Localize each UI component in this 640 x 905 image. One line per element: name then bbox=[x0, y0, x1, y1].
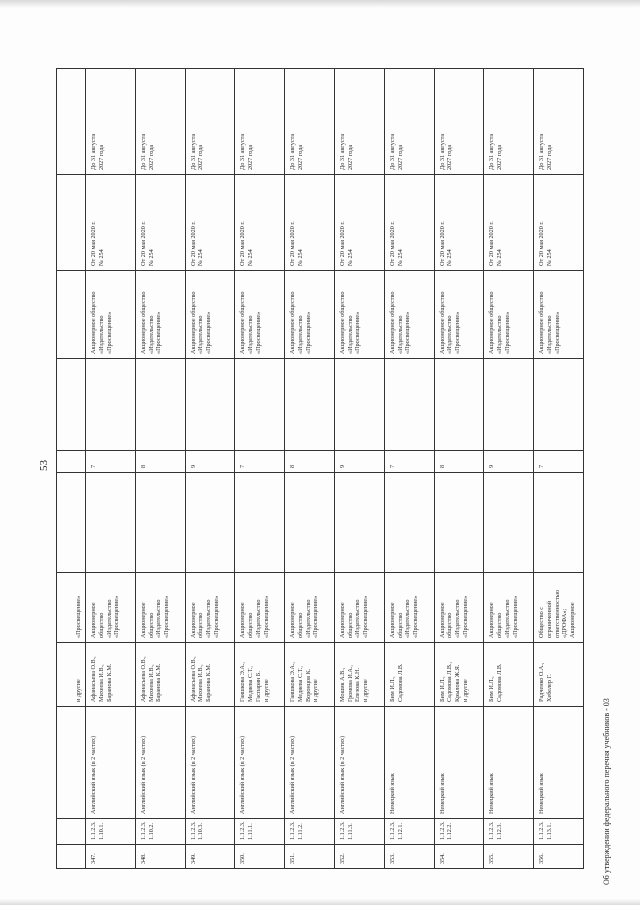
row-code: 1.1.2.3. 1.10.3. bbox=[185, 819, 235, 845]
row-order: От 20 мая 2020 г. № 254 bbox=[185, 175, 235, 271]
row-order: От 20 мая 2020 г. № 254 bbox=[384, 175, 434, 271]
row-code: 1.1.2.3. 1.11.1. bbox=[235, 819, 285, 845]
row-publisher: Акционерное общество «Издательство «Просвещение» bbox=[185, 573, 235, 643]
row-publisher: Акционерное общество «Издательство «Просвещение» bbox=[334, 573, 384, 643]
row-blank-2 bbox=[86, 359, 136, 451]
row-blank-2 bbox=[534, 359, 584, 451]
row-blank-2 bbox=[285, 359, 335, 451]
row-title: Немецкий язык bbox=[384, 707, 434, 819]
row-authors: Бим И.Л., Садомова Л.В. bbox=[484, 643, 534, 707]
row-valid-until: До 31 августа 2027 года bbox=[384, 69, 434, 175]
table-row bbox=[334, 69, 384, 869]
row-title: Английский язык (в 2 частях) bbox=[334, 707, 384, 819]
continuation-authors: и другие bbox=[57, 643, 86, 707]
row-valid-until: До 31 августа 2027 года bbox=[135, 69, 185, 175]
row-grade: 7 bbox=[235, 451, 285, 473]
row-valid-until: До 31 августа 2027 года bbox=[334, 69, 384, 175]
row-blank bbox=[185, 473, 235, 573]
row-blank bbox=[285, 473, 335, 573]
table-row bbox=[534, 69, 584, 869]
table-row bbox=[384, 69, 434, 869]
continuation-publisher: «Просвещение» bbox=[57, 573, 86, 643]
row-title: Английский язык (в 2 частях) bbox=[86, 707, 136, 819]
row-publisher: Акционерное общество «Издательство «Просвещение» bbox=[285, 573, 335, 643]
row-publisher: Акционерное общество «Издательство «Просвещение» bbox=[384, 573, 434, 643]
row-blank bbox=[534, 473, 584, 573]
row-grade: 8 bbox=[434, 451, 484, 473]
row-number: 347. bbox=[86, 845, 136, 869]
row-blank-2 bbox=[235, 359, 285, 451]
row-number: 350. bbox=[235, 845, 285, 869]
row-blank bbox=[86, 473, 136, 573]
row-owner: Акционерное общество «Издательство «Просвещение» bbox=[86, 271, 136, 359]
row-valid-until: До 31 августа 2027 года bbox=[484, 69, 534, 175]
row-publisher: Акционерное общество «Издательство «Просвещение» bbox=[235, 573, 285, 643]
table-row bbox=[185, 69, 235, 869]
row-blank bbox=[484, 473, 534, 573]
row-authors: Бим И.Л., Садомова Л.В., Крылова Ж.Я. и другие bbox=[434, 643, 484, 707]
footer-note: Об утверждении федерального перечня учебников - 03 bbox=[602, 698, 611, 885]
row-valid-until: До 31 августа 2027 года bbox=[185, 69, 235, 175]
row-authors: Радченко О.А., Хебелер Г. bbox=[534, 643, 584, 707]
row-blank bbox=[434, 473, 484, 573]
row-publisher: Общество с ограниченной ответственностью «ДРОФА»; Акционерное bbox=[534, 573, 584, 643]
row-owner: Акционерное общество «Издательство «Просвещение» bbox=[434, 271, 484, 359]
row-blank-2 bbox=[384, 359, 434, 451]
row-order: От 20 мая 2020 г. № 254 bbox=[86, 175, 136, 271]
table-row bbox=[135, 69, 185, 869]
row-valid-until: До 31 августа 2027 года bbox=[235, 69, 285, 175]
row-grade: 7 bbox=[534, 451, 584, 473]
row-owner: Акционерное общество «Издательство «Просвещение» bbox=[334, 271, 384, 359]
continuation-row bbox=[57, 69, 86, 869]
row-code: 1.1.2.3. 1.11.3. bbox=[334, 819, 384, 845]
row-title: Английский язык (в 2 частях) bbox=[285, 707, 335, 819]
row-authors: Мошик А.В., Громова И.А., Елезова К.Н. и другие bbox=[334, 643, 384, 707]
row-blank-2 bbox=[334, 359, 384, 451]
row-publisher: Акционерное общество «Издательство «Просвещение» bbox=[86, 573, 136, 643]
row-blank bbox=[384, 473, 434, 573]
row-code: 1.1.2.3. 1.11.2. bbox=[285, 819, 335, 845]
row-valid-until: До 31 августа 2027 года bbox=[434, 69, 484, 175]
row-authors: Гаяшкова Э.А., Медяева С.Т., Гаспарян Б. и другие bbox=[235, 643, 285, 707]
textbook-register-table bbox=[56, 68, 584, 869]
row-valid-until: До 31 августа 2027 года bbox=[86, 69, 136, 175]
row-number: 356. bbox=[534, 845, 584, 869]
row-grade: 7 bbox=[384, 451, 434, 473]
row-blank-2 bbox=[185, 359, 235, 451]
row-number: 348. bbox=[135, 845, 185, 869]
row-grade: 9 bbox=[484, 451, 534, 473]
row-grade: 7 bbox=[86, 451, 136, 473]
row-authors: Афанасьева О.В., Михеева И.В., Баранова К.М. bbox=[135, 643, 185, 707]
row-grade: 8 bbox=[285, 451, 335, 473]
row-authors: Афанасьева О.В., Михеева И.В., Баранова К.М. bbox=[185, 643, 235, 707]
row-blank-2 bbox=[484, 359, 534, 451]
row-publisher: Акционерное общество «Издательство «Просвещение» bbox=[484, 573, 534, 643]
row-code: 1.1.2.3. 1.13.1. bbox=[534, 819, 584, 845]
row-blank bbox=[334, 473, 384, 573]
row-title: Английский язык (в 2 частях) bbox=[135, 707, 185, 819]
row-title: Немецкий язык bbox=[434, 707, 484, 819]
row-grade: 9 bbox=[185, 451, 235, 473]
row-order: От 20 мая 2020 г. № 254 bbox=[235, 175, 285, 271]
row-owner: Акционерное общество «Издательство «Просвещение» bbox=[235, 271, 285, 359]
row-number: 355. bbox=[484, 845, 534, 869]
table-row bbox=[434, 69, 484, 869]
row-owner: Акционерное общество «Издательство «Просвещение» bbox=[384, 271, 434, 359]
row-title: Английский язык (в 2 частях) bbox=[185, 707, 235, 819]
row-owner: Акционерное общество «Издательство «Просвещение» bbox=[185, 271, 235, 359]
table-row bbox=[235, 69, 285, 869]
row-order: От 20 мая 2020 г. № 254 bbox=[434, 175, 484, 271]
row-owner: Акционерное общество «Издательство «Просвещение» bbox=[484, 271, 534, 359]
row-grade: 8 bbox=[135, 451, 185, 473]
table-row bbox=[285, 69, 335, 869]
table-row bbox=[86, 69, 136, 869]
row-code: 1.1.2.3. 1.12.1. bbox=[384, 819, 434, 845]
row-authors: Афанасьева О.В., Михеева И.В., Баранова К.М. bbox=[86, 643, 136, 707]
row-order: От 20 мая 2020 г. № 254 bbox=[334, 175, 384, 271]
row-valid-until: До 31 августа 2027 года bbox=[285, 69, 335, 175]
row-valid-until: До 31 августа 2027 года bbox=[534, 69, 584, 175]
row-code: 1.1.2.3. 1.12.3. bbox=[484, 819, 534, 845]
page-number: 53 bbox=[38, 460, 50, 471]
row-blank bbox=[135, 473, 185, 573]
row-publisher: Акционерное общество «Издательство «Просвещение» bbox=[434, 573, 484, 643]
row-grade: 9 bbox=[334, 451, 384, 473]
row-authors: Бим И.Л., Садомова Л.В. bbox=[384, 643, 434, 707]
row-title: Немецкий язык bbox=[534, 707, 584, 819]
row-title: Английский язык (в 2 частях) bbox=[235, 707, 285, 819]
row-title: Немецкий язык bbox=[484, 707, 534, 819]
row-code: 1.1.2.3. 1.10.2. bbox=[135, 819, 185, 845]
row-order: От 20 мая 2020 г. № 254 bbox=[484, 175, 534, 271]
row-code: 1.1.2.3. 1.12.2. bbox=[434, 819, 484, 845]
row-number: 353. bbox=[384, 845, 434, 869]
row-code: 1.1.2.3. 1.10.1. bbox=[86, 819, 136, 845]
row-owner: Акционерное общество «Издательство «Просвещение» bbox=[534, 271, 584, 359]
row-authors: Гаяшкова Э.А., Медяева С.Т., Воронцов К. и другие bbox=[285, 643, 335, 707]
row-number: 349. bbox=[185, 845, 235, 869]
row-order: От 20 мая 2020 г. № 254 bbox=[534, 175, 584, 271]
row-blank-2 bbox=[434, 359, 484, 451]
row-blank bbox=[235, 473, 285, 573]
table-row bbox=[484, 69, 534, 869]
row-order: От 20 мая 2020 г. № 254 bbox=[135, 175, 185, 271]
row-owner: Акционерное общество «Издательство «Просвещение» bbox=[135, 271, 185, 359]
row-number: 351. bbox=[285, 845, 335, 869]
row-number: 352. bbox=[334, 845, 384, 869]
row-owner: Акционерное общество «Издательство «Просвещение» bbox=[285, 271, 335, 359]
row-number: 354. bbox=[434, 845, 484, 869]
row-blank-2 bbox=[135, 359, 185, 451]
row-publisher: Акционерное общество «Издательство «Просвещение» bbox=[135, 573, 185, 643]
row-order: От 20 мая 2020 г. № 254 bbox=[285, 175, 335, 271]
